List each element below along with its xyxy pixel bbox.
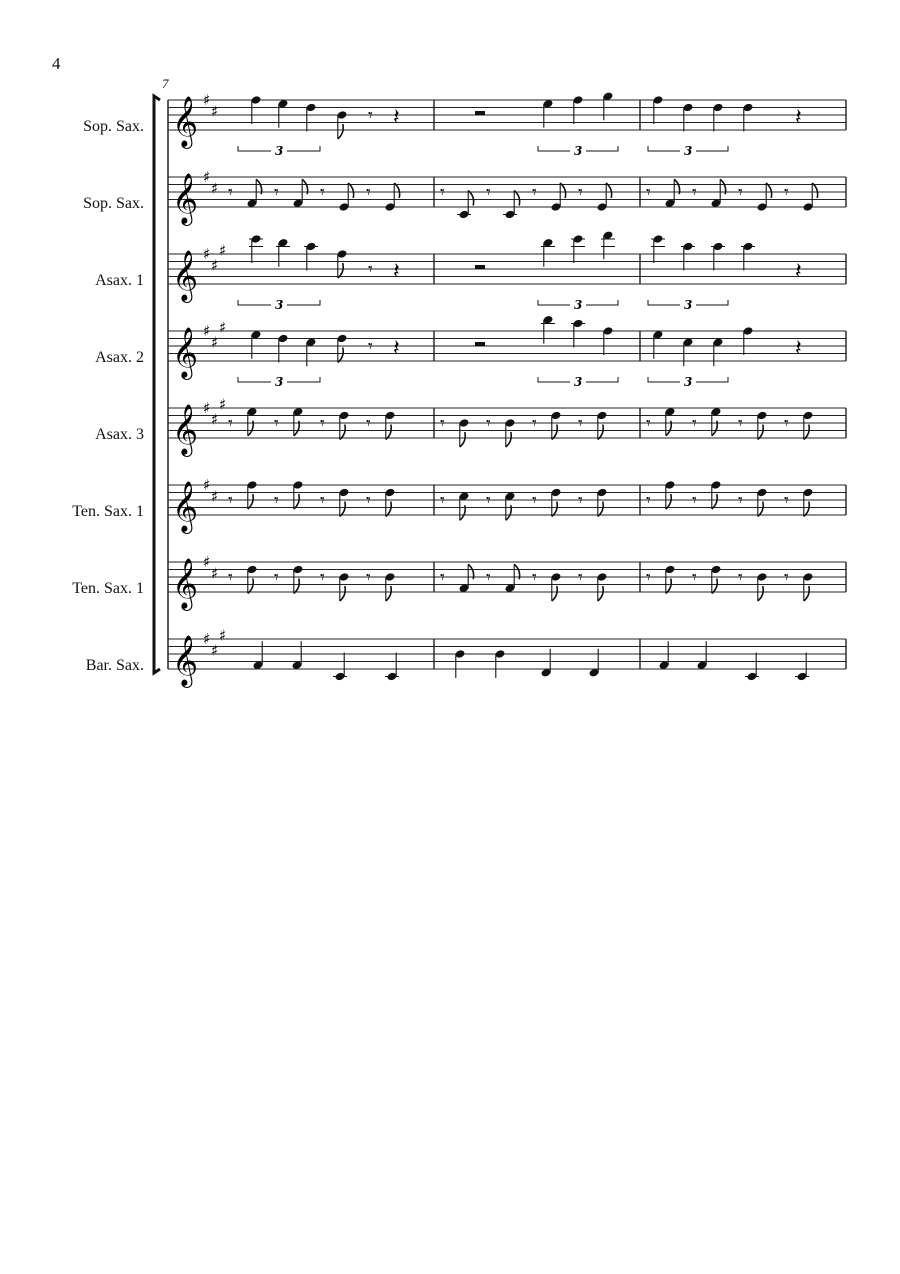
note-flag [340, 425, 345, 440]
tuplet-number: 3 [574, 375, 583, 389]
note-flag [338, 348, 343, 363]
page-number: 4 [52, 54, 61, 73]
quarter-rest-icon: 𝄽 [393, 336, 400, 361]
sharp-icon: ♯ [203, 168, 211, 186]
tuplet-number: 3 [684, 375, 693, 389]
sharp-icon: ♯ [211, 487, 219, 506]
instrument-label: Sop. Sax. [83, 195, 144, 212]
treble-clef-icon: 𝄞 [172, 250, 199, 301]
eighth-rest-icon: 𝄾 [440, 567, 445, 588]
treble-clef-icon: 𝄞 [172, 635, 199, 686]
eighth-rest-icon: 𝄾 [440, 413, 445, 434]
treble-clef-icon: 𝄞 [172, 558, 199, 609]
eighth-rest-icon: 𝄾 [532, 413, 537, 434]
note-flag [506, 432, 511, 447]
eighth-rest-icon: 𝄾 [320, 567, 325, 588]
instrument-label: Bar. Sax. [85, 657, 144, 674]
eighth-rest-icon: 𝄾 [274, 182, 279, 203]
sharp-icon: ♯ [211, 641, 219, 660]
note-flag [666, 579, 671, 594]
eighth-rest-icon: 𝄾 [274, 567, 279, 588]
note-flag [340, 586, 345, 601]
measure-number: 7 [162, 76, 169, 91]
eighth-rest-icon: 𝄾 [738, 490, 743, 511]
eighth-rest-icon: 𝄾 [578, 490, 583, 511]
eighth-rest-icon: 𝄾 [692, 413, 697, 434]
sharp-icon: ♯ [211, 564, 219, 583]
note-flag [340, 502, 345, 517]
sharp-icon: ♯ [211, 410, 219, 429]
eighth-rest-icon: 𝄾 [368, 336, 373, 357]
eighth-rest-icon: 𝄾 [784, 413, 789, 434]
sharp-icon: ♯ [211, 179, 219, 198]
half-rest-icon [475, 111, 485, 115]
treble-clef-icon: 𝄞 [172, 404, 199, 455]
sharp-icon: ♯ [203, 399, 211, 417]
eighth-rest-icon: 𝄾 [532, 567, 537, 588]
eighth-rest-icon: 𝄾 [366, 413, 371, 434]
eighth-rest-icon: 𝄾 [646, 182, 651, 203]
note-flag [294, 579, 299, 594]
eighth-rest-icon: 𝄾 [784, 182, 789, 203]
note-flag [552, 502, 557, 517]
eighth-rest-icon: 𝄾 [784, 567, 789, 588]
eighth-rest-icon: 𝄾 [274, 490, 279, 511]
note-flag [394, 183, 399, 198]
eighth-rest-icon: 𝄾 [368, 105, 373, 126]
treble-clef-icon: 𝄞 [172, 481, 199, 532]
note-flag [552, 586, 557, 601]
instrument-label: Ten. Sax. 1 [72, 503, 144, 520]
note-flag [248, 494, 253, 509]
sharp-icon: ♯ [203, 630, 211, 648]
note-flag [812, 183, 817, 198]
note-flag [560, 183, 565, 198]
note-flag [712, 494, 717, 509]
instrument-label: Asax. 3 [95, 426, 144, 443]
note-flag [758, 425, 763, 440]
sharp-icon: ♯ [203, 553, 211, 571]
note-flag [758, 502, 763, 517]
instrument-label: Sop. Sax. [83, 118, 144, 135]
treble-clef-icon: 𝄞 [172, 96, 199, 147]
eighth-rest-icon: 𝄾 [738, 567, 743, 588]
note-flag [666, 494, 671, 509]
eighth-rest-icon: 𝄾 [228, 413, 233, 434]
note-flag [386, 425, 391, 440]
sharp-icon: ♯ [211, 333, 219, 352]
eighth-rest-icon: 𝄾 [738, 413, 743, 434]
note-flag [598, 425, 603, 440]
note-flag [598, 502, 603, 517]
treble-clef-icon: 𝄞 [172, 327, 199, 378]
sharp-icon: ♯ [219, 318, 227, 337]
eighth-rest-icon: 𝄾 [692, 567, 697, 588]
note-flag [552, 425, 557, 440]
note-flag [386, 586, 391, 601]
note-flag [804, 502, 809, 517]
quarter-rest-icon: 𝄽 [393, 259, 400, 284]
eighth-rest-icon: 𝄾 [692, 490, 697, 511]
sharp-icon: ♯ [219, 241, 227, 260]
tuplet-number: 3 [275, 375, 284, 389]
note-flag [514, 191, 519, 206]
eighth-rest-icon: 𝄾 [440, 182, 445, 203]
sharp-icon: ♯ [219, 626, 227, 645]
sharp-icon: ♯ [203, 476, 211, 494]
eighth-rest-icon: 𝄾 [366, 490, 371, 511]
tuplet-number: 3 [574, 298, 583, 312]
eighth-rest-icon: 𝄾 [320, 413, 325, 434]
tuplet-number: 3 [684, 144, 693, 158]
sharp-icon: ♯ [219, 395, 227, 414]
system-bracket [154, 96, 160, 673]
half-rest-icon [475, 342, 485, 346]
quarter-rest-icon: 𝄽 [393, 105, 400, 130]
eighth-rest-icon: 𝄾 [486, 567, 491, 588]
eighth-rest-icon: 𝄾 [228, 490, 233, 511]
tuplet-number: 3 [684, 298, 693, 312]
eighth-rest-icon: 𝄾 [228, 182, 233, 203]
eighth-rest-icon: 𝄾 [486, 490, 491, 511]
note-flag [338, 263, 343, 278]
eighth-rest-icon: 𝄾 [646, 567, 651, 588]
eighth-rest-icon: 𝄾 [320, 182, 325, 203]
eighth-rest-icon: 𝄾 [486, 182, 491, 203]
note-flag [804, 586, 809, 601]
eighth-rest-icon: 𝄾 [646, 490, 651, 511]
note-flag [766, 183, 771, 198]
note-flag [386, 502, 391, 517]
note-flag [348, 183, 353, 198]
quarter-rest-icon: 𝄽 [795, 105, 802, 130]
quarter-rest-icon: 𝄽 [795, 336, 802, 361]
eighth-rest-icon: 𝄾 [366, 182, 371, 203]
quarter-rest-icon: 𝄽 [795, 259, 802, 284]
tuplet-number: 3 [275, 144, 284, 158]
sharp-icon: ♯ [211, 102, 219, 121]
eighth-rest-icon: 𝄾 [532, 490, 537, 511]
eighth-rest-icon: 𝄾 [274, 413, 279, 434]
note-flag [598, 586, 603, 601]
sharp-icon: ♯ [203, 245, 211, 263]
eighth-rest-icon: 𝄾 [368, 259, 373, 280]
eighth-rest-icon: 𝄾 [532, 182, 537, 203]
eighth-rest-icon: 𝄾 [320, 490, 325, 511]
eighth-rest-icon: 𝄾 [578, 413, 583, 434]
note-flag [606, 183, 611, 198]
tuplet-number: 3 [574, 144, 583, 158]
note-flag [294, 494, 299, 509]
eighth-rest-icon: 𝄾 [578, 182, 583, 203]
eighth-rest-icon: 𝄾 [486, 413, 491, 434]
treble-clef-icon: 𝄞 [172, 173, 199, 224]
note-flag [758, 586, 763, 601]
tuplet-number: 3 [275, 298, 284, 312]
note-flag [338, 124, 343, 139]
eighth-rest-icon: 𝄾 [784, 490, 789, 511]
eighth-rest-icon: 𝄾 [440, 490, 445, 511]
instrument-label: Asax. 2 [95, 349, 144, 366]
sharp-icon: ♯ [203, 91, 211, 109]
note-flag [712, 579, 717, 594]
eighth-rest-icon: 𝄾 [738, 182, 743, 203]
note-flag [468, 191, 473, 206]
half-rest-icon [475, 265, 485, 269]
sharp-icon: ♯ [211, 256, 219, 275]
sharp-icon: ♯ [203, 322, 211, 340]
note-flag [248, 579, 253, 594]
eighth-rest-icon: 𝄾 [366, 567, 371, 588]
eighth-rest-icon: 𝄾 [646, 413, 651, 434]
eighth-rest-icon: 𝄾 [692, 182, 697, 203]
eighth-rest-icon: 𝄾 [578, 567, 583, 588]
note-flag [804, 425, 809, 440]
instrument-label: Asax. 1 [95, 272, 144, 289]
eighth-rest-icon: 𝄾 [228, 567, 233, 588]
note-flag [460, 432, 465, 447]
instrument-label: Ten. Sax. 1 [72, 580, 144, 597]
